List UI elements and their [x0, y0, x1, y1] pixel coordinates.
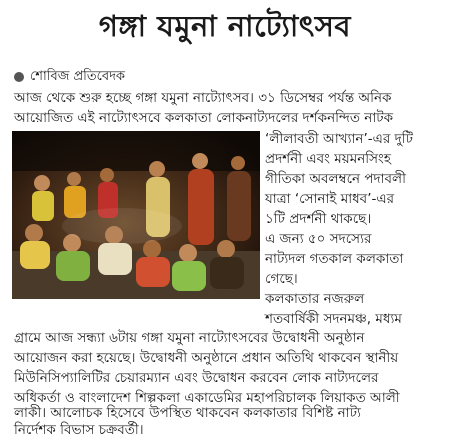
body-line: লাকী। আলোচক হিসেবে উপস্থিত থাকবেন কলকাতার বিশিষ্ট নাট্য — [14, 405, 361, 421]
body-line: শতবার্ষিকী সদনমঞ্চ, মধ্যম — [265, 311, 402, 327]
byline-text: শোবিজ প্রতিবেদক — [30, 69, 126, 84]
body-line: গীতিকা অবলম্বনে পদাবলী — [265, 171, 406, 187]
body-line: আয়োজন করা হয়েছে। উদ্বোধনী অনুষ্ঠানে প্রধান অতিথি থাকবেন স্থানীয় — [14, 350, 399, 366]
body-line: ‘লীলাবতী আখ্যান’-এর দুটি — [265, 131, 413, 147]
body-line: যাত্রা ‘সোনাই মাধব’-এর — [265, 191, 395, 207]
body-line: অধিকর্তা ও বাংলাদেশ শিল্পকলা একাডেমির মহাপরিচালক লিয়াকত আলী — [14, 390, 400, 406]
byline — [14, 68, 125, 86]
body-line: এ জন্য ৫০ সদস্যের — [265, 231, 372, 247]
body-line: গেছে। — [265, 271, 298, 287]
body-line: ১টি প্রদর্শনী থাকছে। — [265, 211, 372, 227]
headline: গঙ্গা যমুনা নাট্যোৎসব — [98, 9, 352, 43]
body-line: গ্রামে আজ সন্ধ্যা ৬টায় গঙ্গা যমুনা নাট্যোৎসবের উদ্বোধনী অনুষ্ঠান — [14, 330, 365, 346]
body-line: প্রদর্শনী এবং ময়মনসিংহ — [265, 151, 391, 167]
body-line: আজ থেকে শুরু হচ্ছে গঙ্গা যমুনা নাট্যোৎসব। ৩১ ডিসেম্বর পর্যন্ত অনিক — [14, 90, 392, 106]
body-line: আয়োজিত এই নাট্যোৎসবে কলকাতা লোকনাট্যদলের দর্শকনন্দিত নাটক — [14, 110, 394, 126]
body-line: মিউনিসিপ্যালিটির চেয়ারম্যান এবং উদ্বোধন করবেন লোক নাট্যদলের — [14, 370, 379, 386]
bullet-icon — [14, 72, 24, 82]
stage-photo — [12, 131, 260, 299]
body-line: নির্দেশক বিভাস চক্রবর্তী। — [14, 422, 144, 438]
body-line: কলকাতার নজরুল — [265, 291, 365, 307]
body-line: নাট্যদল গতকাল কলকাতা — [265, 251, 404, 267]
